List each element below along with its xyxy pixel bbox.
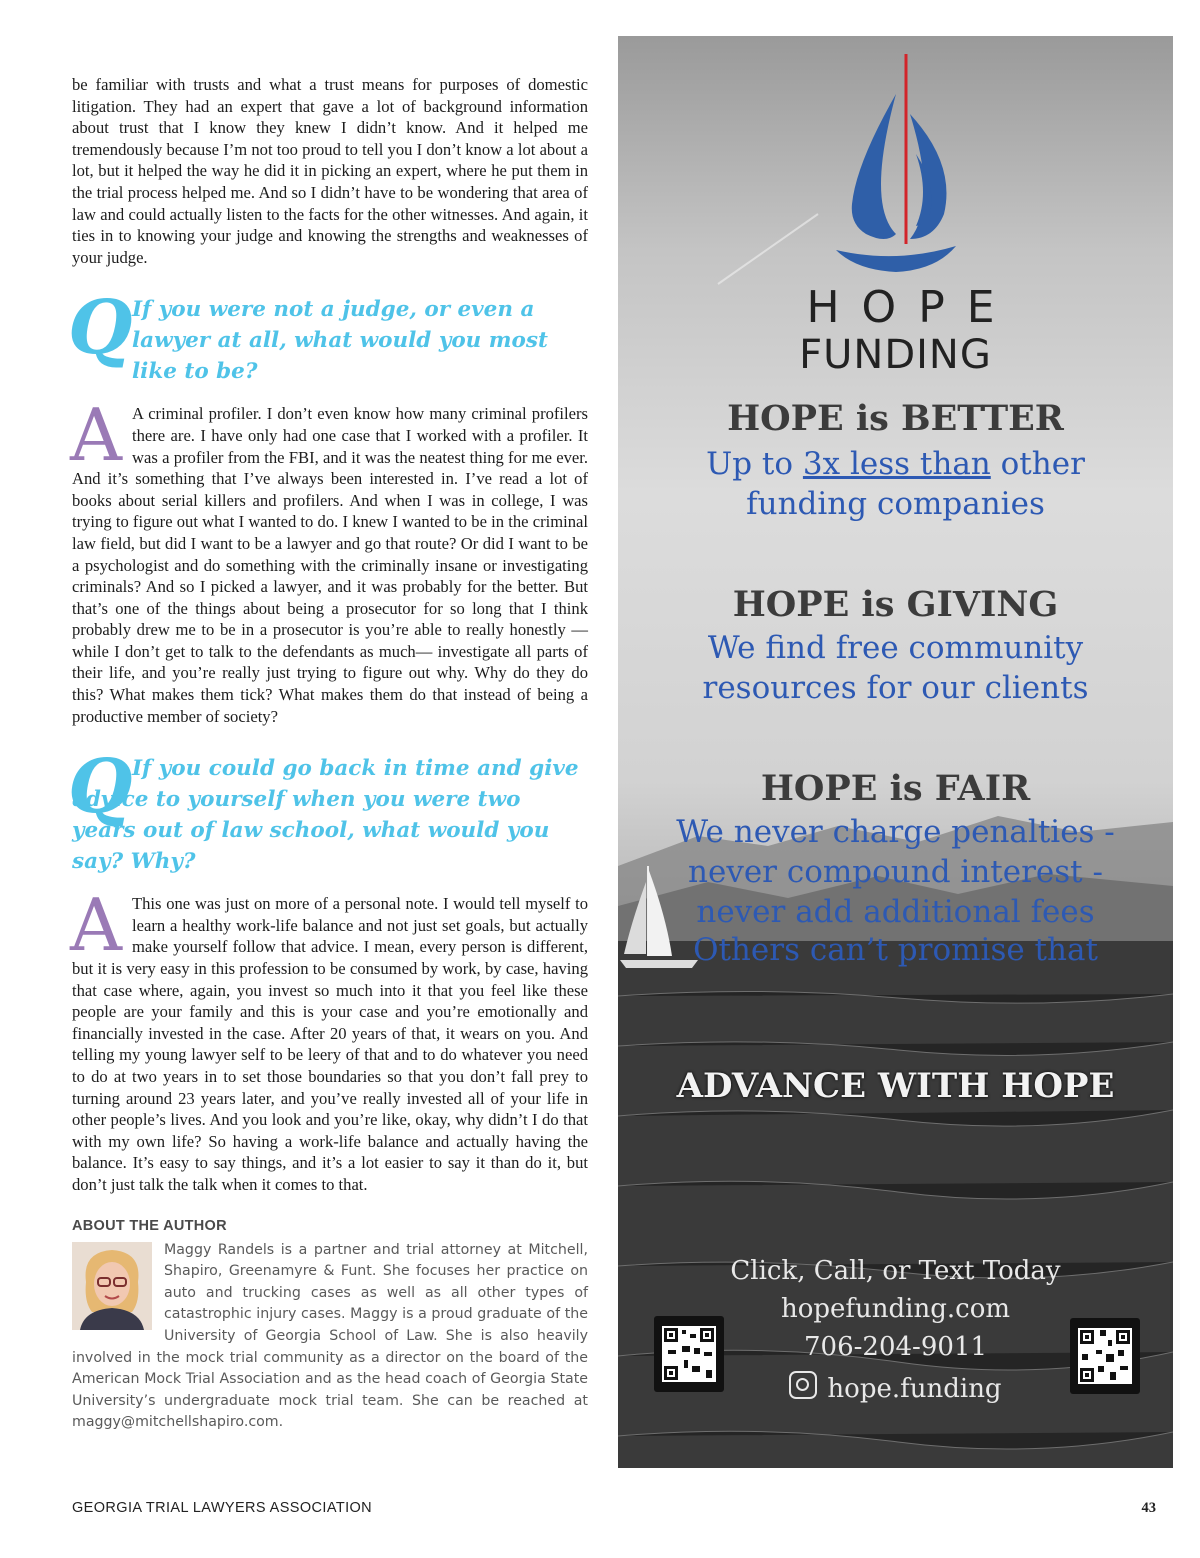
about-author xyxy=(72,1240,588,1434)
ad-website-link[interactable]: hopefunding.com xyxy=(780,1294,1011,1324)
qr-code-right-icon[interactable] xyxy=(1070,1318,1140,1394)
ad-tagline: ADVANCE WITH HOPE xyxy=(676,1066,1115,1106)
instagram-handle: hope.funding xyxy=(827,1374,1002,1404)
logo-word-hope: HOPE xyxy=(806,282,1017,333)
hope-funding-ad xyxy=(618,36,1173,1468)
about-author-bio: Maggy Randels is a partner and trial attorney at Mitchell, Shapiro, Greenamyre & Funt. She focuses her practice on auto and trucking cases as well as all other types of catastrophic injury cases. Maggy is a proud graduate of the University of Georgia School of Law. She is also heavily involved in the mock trial community as a director on the board of the American Mock Trial Association and as the head coach of Georgia State University’s undergraduate mock trial team. She can be reached at maggy@mitchellshapiro.com. xyxy=(72,1241,588,1431)
about-author-title: ABOUT THE AUTHOR xyxy=(72,1217,227,1234)
ad-subline-giving-1: We find free community xyxy=(707,630,1084,666)
qr-code-left-icon[interactable] xyxy=(654,1316,724,1392)
instagram-icon xyxy=(789,1371,817,1399)
hope-funding-logo-icon xyxy=(826,54,966,284)
publication-name: GEORGIA TRIAL LAWYERS ASSOCIATION xyxy=(72,1500,373,1516)
ad-subline-fair-1: We never charge penalties - xyxy=(676,814,1115,850)
ad-subline-better-1 xyxy=(618,444,1173,484)
ad-subline-better-2: funding companies xyxy=(746,486,1045,522)
question-text: If you could go back in time and give advice to yourself when you were two years out of law school, what would you say? Why? xyxy=(72,756,579,875)
question-1 xyxy=(68,285,588,387)
ad-subline-fair-2: never compound interest - xyxy=(688,854,1103,890)
ad-text: Up to xyxy=(706,446,803,482)
question-letter: Q xyxy=(68,285,133,372)
logo-word-funding: FUNDING xyxy=(799,332,992,378)
intro-paragraph: be familiar with trusts and what a trust means for purposes of domestic litigation. They had an expert that gave a lot of background information about trust that I know they knew I didn’t know. And it helped me tremendously because I’m not too proud to tell you I don’t know a lot about a lot, but it helped the way he did it in picking an expert, where he put them in the trial process helped me. And so I didn’t have to be wondering that area of law and could actually listen to the facts for the other witnesses. And again, it ties in to knowing your judge and knowing the strengths and weaknesses of your judge. xyxy=(72,75,588,267)
answer-2 xyxy=(70,883,588,1195)
page-number: 43 xyxy=(1141,1500,1156,1516)
ad-text: other xyxy=(990,446,1085,482)
ad-heading-fair: HOPE is FAIR xyxy=(760,768,1031,809)
ad-heading-better: HOPE is BETTER xyxy=(727,398,1064,439)
answer-1 xyxy=(70,393,588,727)
ad-subline-giving-2: resources for our clients xyxy=(702,670,1089,706)
question-2 xyxy=(68,744,588,877)
question-letter: Q xyxy=(68,744,133,831)
ad-underlined-text: 3x less than xyxy=(802,446,991,482)
ad-subline-fair-4: Others can’t promise that xyxy=(693,932,1098,968)
author-photo xyxy=(72,1242,152,1330)
answer-text: A criminal profiler. I don’t even know how many criminal profilers there are. I have only had one case that I worked with a profiler. It was a profiler from the FBI, and it was the neatest thing for me ever. And it’s something that I’ve always been interested in. I’ve read a lot of books about serial killers and profilers. And when I was in college, I was trying to figure out what I wanted to do. I knew I wanted to be in the criminal law field, but did I want to be a lawyer and go that route? Or did I want to be a psychologist and do something with the criminally insane or investigating criminals? And so I picked a lawyer, and it was probably for the better. But that’s one of the things about being a prosecutor for so long that I think probably drew me to be in a prosecutor is you’re able to really honestly — while I don’t get to talk to the defendants as much— investigate all parts of their life, and you’re really just trying to figure out why. Why do they do this? What makes them tick? What makes them do that instead of being a productive member of society? xyxy=(72,404,588,726)
ad-subline-fair-3: never add additional fees xyxy=(696,894,1095,930)
ad-contact-line: Click, Call, or Text Today xyxy=(730,1256,1061,1286)
ad-phone[interactable]: 706-204-9011 xyxy=(804,1332,987,1362)
question-text: If you were not a judge, or even a lawyer at all, what would you most like to be? xyxy=(132,297,548,385)
answer-letter: A xyxy=(70,393,122,478)
article-column xyxy=(68,74,588,1434)
answer-letter: A xyxy=(70,883,122,968)
ad-heading-giving: HOPE is GIVING xyxy=(732,584,1059,625)
answer-text: This one was just on more of a personal note. I would tell myself to learn a healthy work-life balance and not just set goals, but actually make yourself follow that advice. I mean, every person is different, but it is very easy in this profession to be consumed by work, by case, having that case where, again, you invest so much into it that you feel like these people are your family and this is your case and you’re emotionally and financially invested in the case. After 20 years of that, it wears on you. And telling my young lawyer self to be leery of that and to do whatever you need to do at two years in to set those boundaries so that you don’t fall prey to turning around 23 years later, and you’ve really invested all of your life in other people’s lives. And you look and you’re like, okay, why didn’t I do that with my own life? So having a work-life balance and actually having the balance. It’s easy to say things, and it’s a lot easier to say it than do it, but don’t just talk the talk when it comes to that. xyxy=(72,894,588,1194)
